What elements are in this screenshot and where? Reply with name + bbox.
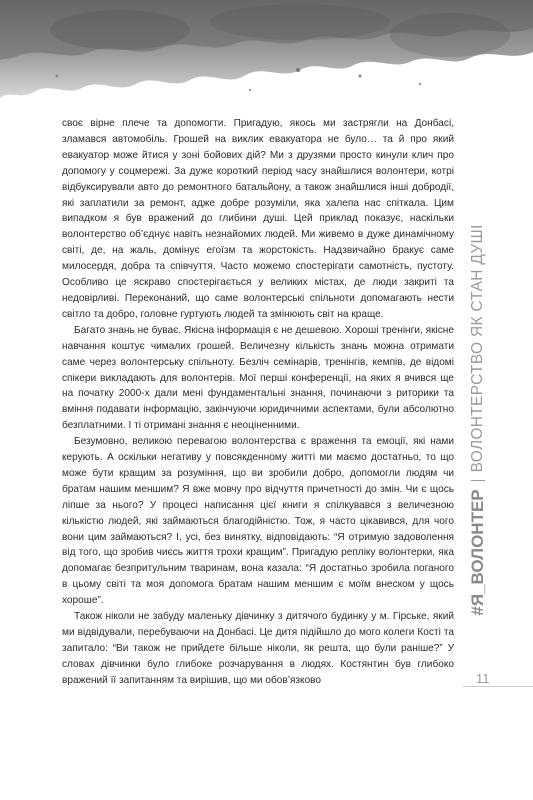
- header-separator: [471, 480, 485, 481]
- page-number-rule: [463, 686, 533, 687]
- page-number: 11: [476, 671, 490, 686]
- paragraph: Багато знань не буває. Якісна інформація є не дешевою. Хороші тренінги, якісне навчання коштує чималих грошей. Величезну кількість знань можна отримати саме через волонтерську спільноту. Безліч семінарів, тренінгів, кемпів, де відомі спікери викладають для волонтерів. Мої перші конференції, на яких я вчився ще на початку 2000-х дали мені фундаментальні знання, починаючи з риторики та вміння подавати інформацію, закінчуючи юридичними аспектами, були абсолютно безплатними. І ті отримані знання є неоціненними.: [62, 324, 454, 432]
- paragraph: Безумовно, великою перевагою волонтерства є враження та емоції, які нами керують. А оскільки негативу у повсякденному житті ми маємо достатньо, то що може бути кращим за розуміння, що ви зробили добро, допомогли людям чи братам нашим меншим? Я вже мовчу про відчуття причетності до змін. Чи є щось ліпше за нього? У процесі написання цієї книги я спілкувався з величезною кількістю людей, які займаються благодійністю. Тож, я часто цікавився, для чого вони цим займаються? І, усі, без винятку, відповідають: “Я отримую задоволення від того, що зробив чиєсь життя трохи кращим”. Пригадую репліку волонтерки, яка допомагає безпритульним тваринам, вона казала: “Я достатньо зробила поганого в цьому світі та моя допомога братам нашим меншим є моїм внеском у щось хороше”.: [62, 436, 454, 607]
- paragraph: Також ніколи не забуду маленьку дівчинку з дитячого будинку у м. Гірське, який ми відвідували, перебуваючи на Донбасі. Це дитя підійшло до мого колеги Кості та запитало: “Ви також не прийдете більше ніколи, як решта, що були раніше?” У словах дівчинки було глибоке розчарування в людях. Костянтин був глибоко вражений її запитанням та вирішив, що ми обов’язково: [62, 611, 454, 686]
- brand-label: #Я_ВОЛОНТЕР: [468, 489, 487, 616]
- side-running-header: [465, 210, 491, 630]
- section-title: ВОЛОНТЕРСТВО ЯК СТАН ДУШІ: [469, 224, 486, 473]
- paragraph: своє вірне плече та допомогти. Пригадую, якось ми застрягли на Донбасі, зламався автомобіль. Грошей на виклик евакуатора не було… та й про який евакуатор може йтися у зоні бойових дій? Ми з друзями просто кинули клич про допомогу у соцмережі. За дуже короткий період часу знайшлися волонтери, котрі відбуксирували авто до ремонтного батальйону, а також знайшлися інші добродії, які заплатили за ремонт, адже добре розуміли, яка халепа нас спіткала. Цим випадком я був вражений до глибини душі. Цей приклад показує, наскільки волонтерство об’єднує навіть незнайомих людей. Ми живемо в дуже динамічному світі, де, на жаль, домінує егоїзм та жорстокість. Надзвичайно бракує саме милосердя, добра та співчуття. Часто можемо спостерігати самотність, пустоту. Особливо це яскраво спостерігається у великих містах, де люди закриті та недовірливі. Переконаний, що саме волонтерські спільноти допомагають нести світло та добро, головне гуртують людей та змінюють світ на краще.: [62, 118, 454, 320]
- watercolor-header-banner: [0, 0, 533, 112]
- main-text: [62, 116, 454, 689]
